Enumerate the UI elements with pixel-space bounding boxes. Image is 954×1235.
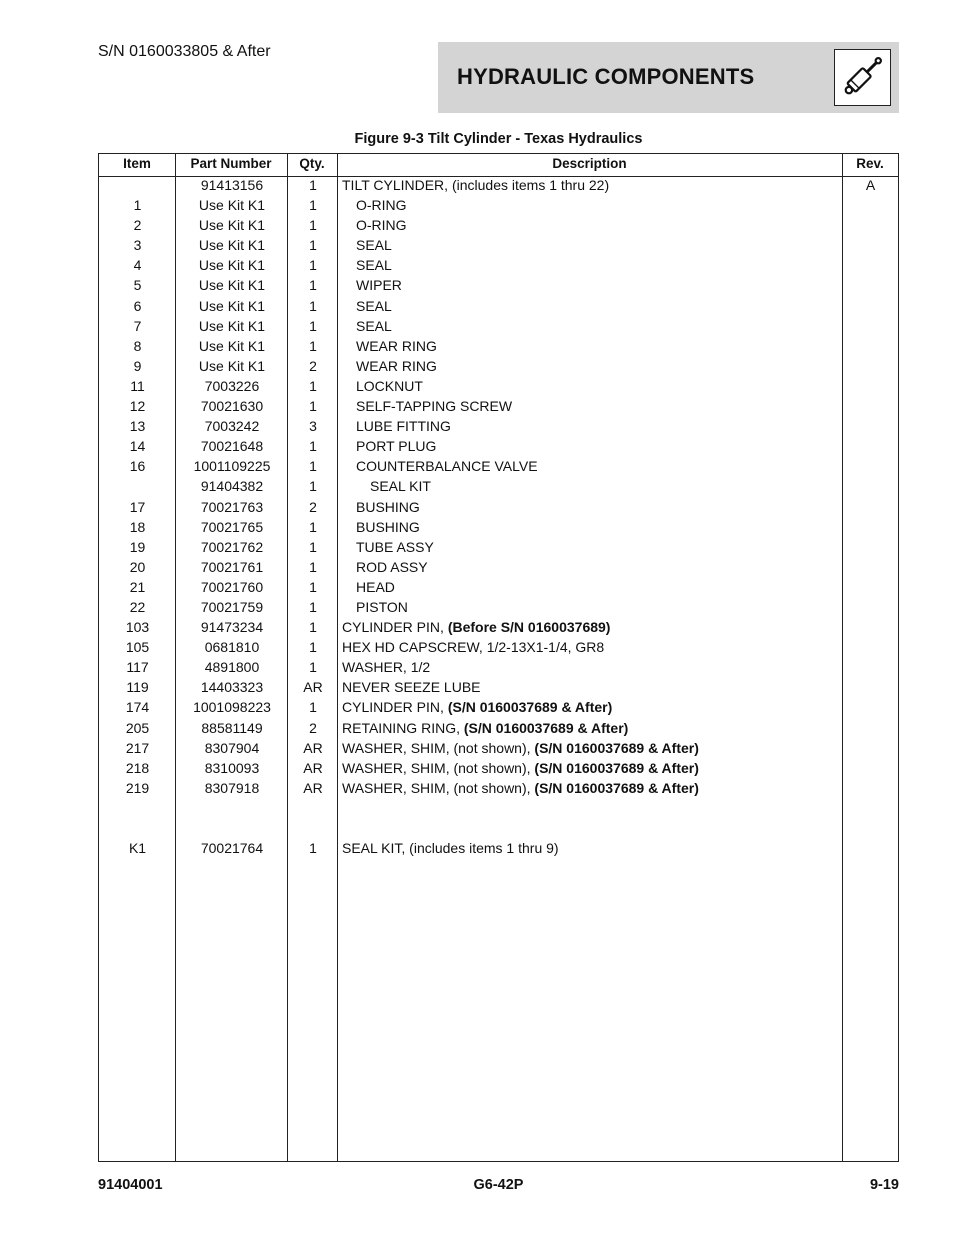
serial-qualifier: (Before S/N 0160037689) — [447, 619, 611, 636]
part-number-cell: Use Kit K1 — [198, 317, 266, 334]
table-row — [99, 656, 898, 676]
description-text: WASHER, SHIM, (not shown), — [342, 759, 535, 776]
rev-cell — [843, 254, 898, 274]
description-cell — [342, 435, 842, 455]
description-cell — [342, 315, 842, 335]
rev-cell — [843, 234, 898, 254]
qty-cell: 1 — [309, 398, 317, 415]
description-text: SEAL KIT, (includes items 1 thru 9) — [342, 840, 559, 857]
table-row — [99, 556, 898, 576]
table-row — [99, 757, 898, 777]
part-number-cell: Use Kit K1 — [198, 197, 266, 214]
qty-cell: 2 — [309, 719, 317, 736]
qty-cell: 3 — [309, 418, 317, 435]
part-number-cell — [176, 817, 288, 837]
rev-cell — [843, 435, 898, 455]
item-cell: 12 — [129, 398, 146, 415]
item-cell: 14 — [129, 438, 146, 455]
qty-cell: 1 — [309, 699, 317, 716]
table-row — [99, 777, 898, 797]
description-cell — [342, 274, 842, 294]
qty-cell: 1 — [309, 337, 317, 354]
description-cell — [342, 475, 842, 495]
part-number-cell: 14403323 — [200, 679, 264, 696]
description-text: SEAL — [356, 297, 392, 314]
description-cell — [342, 777, 842, 797]
part-number-cell: Use Kit K1 — [198, 297, 266, 314]
table-row — [99, 817, 898, 837]
rev-cell — [843, 696, 898, 716]
part-number-cell: 70021761 — [200, 558, 264, 575]
item-cell: 174 — [125, 699, 150, 716]
qty-cell: 2 — [309, 498, 317, 515]
part-number-cell: Use Kit K1 — [198, 217, 266, 234]
qty-cell: 1 — [309, 598, 317, 615]
description-cell — [342, 757, 842, 777]
table-row — [99, 576, 898, 596]
item-cell: 103 — [125, 619, 150, 636]
qty-cell: 1 — [309, 458, 317, 475]
qty-cell: 1 — [309, 177, 317, 193]
description-text: HEX HD CAPSCREW, 1/2-13X1-1/4, GR8 — [342, 639, 605, 656]
description-cell — [342, 375, 842, 395]
description-text: SEAL — [356, 257, 392, 274]
part-number-cell: Use Kit K1 — [198, 357, 266, 374]
item-cell: 219 — [125, 779, 150, 796]
description-text: WIPER — [356, 277, 402, 294]
part-number-cell: 8307918 — [204, 779, 260, 796]
description-cell — [342, 455, 842, 475]
description-cell — [342, 556, 842, 576]
description-text: WEAR RING — [356, 337, 437, 354]
description-text: RETAINING RING, — [342, 719, 464, 736]
part-number-cell: 70021762 — [200, 538, 264, 555]
table-row — [99, 234, 898, 254]
figure-title: Figure 9-3 Tilt Cylinder - Texas Hydraulics — [354, 131, 643, 147]
hydraulic-cylinder-icon — [834, 49, 891, 106]
description-text: SEAL — [356, 237, 392, 254]
description-text: BUSHING — [356, 498, 420, 515]
rev-cell — [843, 295, 898, 315]
rev-cell — [843, 214, 898, 234]
rev-cell — [843, 536, 898, 556]
part-number-cell: 8307904 — [204, 739, 260, 756]
qty-cell: 1 — [309, 297, 317, 314]
rev-cell — [843, 194, 898, 214]
rev-cell — [843, 315, 898, 335]
part-number-cell: Use Kit K1 — [198, 337, 266, 354]
description-cell — [342, 576, 842, 596]
part-number-cell: 1001109225 — [193, 458, 271, 475]
description-text: SEAL — [356, 317, 392, 334]
item-cell — [99, 797, 176, 817]
rev-cell — [843, 596, 898, 616]
part-number-cell: 4891800 — [204, 659, 260, 676]
part-number-cell: 70021630 — [200, 398, 264, 415]
description-text: WASHER, SHIM, (not shown), — [342, 739, 535, 756]
item-cell: 17 — [129, 498, 146, 515]
description-cell — [342, 355, 842, 375]
part-number-cell: 91404382 — [200, 478, 264, 495]
item-cell: 2 — [133, 217, 142, 234]
qty-cell: AR — [303, 739, 323, 756]
table-row — [99, 435, 898, 455]
description-cell — [342, 737, 842, 757]
column-header-qty: Qty. — [299, 156, 325, 171]
description-text: LUBE FITTING — [356, 418, 451, 435]
part-number-cell: 70021764 — [200, 840, 264, 857]
item-cell — [99, 174, 176, 194]
table-row — [99, 717, 898, 737]
part-number-cell: 91413156 — [200, 177, 264, 193]
item-cell: 4 — [133, 257, 142, 274]
column-header-part-number: Part Number — [190, 156, 272, 171]
part-number-cell: Use Kit K1 — [198, 257, 266, 274]
description-text: TUBE ASSY — [356, 538, 434, 555]
table-row — [99, 737, 898, 757]
table-row — [99, 415, 898, 435]
table-row — [99, 194, 898, 214]
part-number-cell: 70021648 — [200, 438, 264, 455]
qty-cell — [288, 797, 338, 817]
footer-model: G6-42P — [473, 1177, 524, 1193]
description-cell — [342, 797, 842, 817]
qty-cell: 1 — [309, 438, 317, 455]
rev-cell: A — [865, 177, 876, 193]
part-number-cell: 7003242 — [204, 418, 260, 435]
item-cell: 218 — [125, 759, 150, 776]
item-cell: K1 — [128, 840, 147, 857]
table-row — [99, 355, 898, 375]
item-cell: 22 — [129, 598, 146, 615]
footer-page-number: 9-19 — [869, 1177, 899, 1193]
table-row — [99, 797, 898, 817]
serial-qualifier: (S/N 0160037689 & After) — [534, 759, 699, 776]
table-row — [99, 295, 898, 315]
part-number-cell: 70021763 — [200, 498, 264, 515]
description-text: SELF-TAPPING SCREW — [356, 398, 513, 415]
item-cell: 13 — [129, 418, 146, 435]
description-cell — [342, 837, 842, 857]
part-number-cell: Use Kit K1 — [198, 277, 266, 294]
item-cell: 3 — [133, 237, 142, 254]
item-cell: 11 — [130, 377, 145, 394]
rev-cell — [843, 496, 898, 516]
description-cell — [342, 214, 842, 234]
qty-cell — [288, 817, 338, 837]
rev-cell — [843, 757, 898, 777]
part-number-cell: 70021760 — [200, 578, 264, 595]
rev-cell — [843, 616, 898, 636]
description-text: BUSHING — [356, 518, 420, 535]
table-row — [99, 696, 898, 716]
table-row — [99, 455, 898, 475]
parts-table — [98, 153, 899, 1162]
table-row — [99, 837, 898, 857]
description-text: WASHER, 1/2 — [342, 659, 431, 676]
description-cell — [342, 295, 842, 315]
description-cell — [342, 415, 842, 435]
rev-cell — [843, 395, 898, 415]
table-row — [99, 254, 898, 274]
qty-cell: AR — [303, 779, 323, 796]
rev-cell — [843, 375, 898, 395]
serial-qualifier: (S/N 0160037689 & After) — [534, 779, 699, 796]
item-cell: 117 — [126, 659, 149, 676]
rev-cell — [843, 556, 898, 576]
item-cell: 7 — [133, 317, 142, 334]
item-cell: 119 — [126, 679, 149, 696]
section-banner — [438, 42, 899, 113]
column-header-rev: Rev. — [856, 156, 884, 171]
table-row — [99, 375, 898, 395]
rev-cell — [843, 335, 898, 355]
table-row — [99, 616, 898, 636]
part-number-cell: 70021765 — [200, 518, 264, 535]
part-number-cell: 8310093 — [204, 759, 260, 776]
serial-qualifier: (S/N 0160037689 & After) — [463, 719, 629, 736]
rev-cell — [843, 415, 898, 435]
rev-cell — [843, 656, 898, 676]
description-cell — [342, 536, 842, 556]
qty-cell: 1 — [309, 217, 317, 234]
qty-cell: 1 — [309, 197, 317, 214]
qty-cell: 1 — [309, 377, 317, 394]
table-row — [99, 536, 898, 556]
rev-cell — [843, 475, 898, 495]
qty-cell: AR — [303, 679, 323, 696]
description-text: WASHER, SHIM, (not shown), — [342, 779, 535, 796]
rev-cell — [843, 817, 898, 837]
qty-cell: AR — [303, 759, 323, 776]
qty-cell: 1 — [309, 578, 317, 595]
description-text: NEVER SEEZE LUBE — [342, 679, 481, 696]
item-cell: 19 — [129, 538, 146, 555]
item-cell — [99, 475, 176, 495]
description-cell — [342, 335, 842, 355]
part-number-cell: 91473234 — [200, 619, 264, 636]
qty-cell: 1 — [309, 317, 317, 334]
item-cell: 6 — [133, 297, 142, 314]
qty-cell: 1 — [309, 277, 317, 294]
description-text: O-RING — [356, 217, 407, 234]
description-text: PISTON — [356, 598, 408, 615]
part-number-cell: 1001098223 — [193, 699, 271, 716]
rev-cell — [843, 717, 898, 737]
item-cell: 1 — [133, 197, 142, 214]
table-row — [99, 475, 898, 495]
description-cell — [342, 717, 842, 737]
description-text: LOCKNUT — [356, 377, 423, 394]
description-text: O-RING — [356, 197, 407, 214]
item-cell: 18 — [129, 518, 146, 535]
footer-document-number: 91404001 — [98, 1177, 163, 1193]
rev-cell — [843, 676, 898, 696]
qty-cell: 2 — [309, 357, 317, 374]
parts-rows — [99, 174, 898, 857]
rev-cell — [843, 737, 898, 757]
item-cell: 16 — [129, 458, 146, 475]
rev-cell — [843, 636, 898, 656]
description-cell — [342, 516, 842, 536]
part-number-cell: 70021759 — [200, 598, 264, 615]
item-cell: 217 — [125, 739, 150, 756]
description-cell — [342, 194, 842, 214]
table-row — [99, 335, 898, 355]
rev-cell — [843, 516, 898, 536]
item-cell: 5 — [133, 277, 142, 294]
rev-cell — [843, 777, 898, 797]
table-row — [99, 174, 898, 194]
serial-number-range: S/N 0160033805 & After — [98, 43, 271, 60]
rev-cell — [843, 455, 898, 475]
item-cell — [99, 817, 176, 837]
description-cell — [342, 496, 842, 516]
description-cell — [342, 817, 842, 837]
table-row — [99, 516, 898, 536]
rev-cell — [843, 576, 898, 596]
table-row — [99, 676, 898, 696]
description-cell — [342, 596, 842, 616]
qty-cell: 1 — [309, 478, 317, 495]
item-cell: 20 — [129, 558, 146, 575]
table-row — [99, 315, 898, 335]
table-row — [99, 214, 898, 234]
part-number-cell — [176, 797, 288, 817]
item-cell: 105 — [125, 639, 150, 656]
rev-cell — [843, 837, 898, 857]
item-cell: 9 — [133, 357, 142, 374]
table-row — [99, 395, 898, 415]
description-text: CYLINDER PIN, — [342, 619, 448, 636]
item-cell: 21 — [129, 578, 146, 595]
qty-cell: 1 — [309, 257, 317, 274]
table-row — [99, 636, 898, 656]
rev-cell — [843, 274, 898, 294]
qty-cell: 1 — [309, 659, 317, 676]
qty-cell: 1 — [309, 558, 317, 575]
serial-qualifier: (S/N 0160037689 & After) — [534, 739, 699, 756]
qty-cell: 1 — [309, 639, 317, 656]
qty-cell: 1 — [309, 840, 317, 857]
description-text: HEAD — [356, 578, 395, 595]
description-text: SEAL KIT — [370, 478, 431, 495]
description-text: COUNTERBALANCE VALVE — [356, 458, 538, 475]
description-text: TILT CYLINDER, (includes items 1 thru 22) — [342, 177, 610, 193]
description-cell — [342, 636, 842, 656]
part-number-cell: Use Kit K1 — [198, 237, 266, 254]
table-row — [99, 596, 898, 616]
item-cell: 8 — [133, 337, 142, 354]
part-number-cell: 88581149 — [201, 719, 263, 736]
qty-cell: 1 — [309, 518, 317, 535]
description-cell — [342, 234, 842, 254]
part-number-cell: 0681810 — [204, 639, 260, 656]
item-cell: 205 — [125, 719, 150, 736]
description-text: ROD ASSY — [356, 558, 428, 575]
qty-cell: 1 — [309, 538, 317, 555]
description-cell — [342, 656, 842, 676]
description-cell — [342, 395, 842, 415]
description-text: WEAR RING — [356, 357, 437, 374]
qty-cell: 1 — [309, 619, 317, 636]
qty-cell: 1 — [309, 237, 317, 254]
description-text: PORT PLUG — [356, 438, 437, 455]
serial-qualifier: (S/N 0160037689 & After) — [447, 699, 613, 716]
description-cell — [342, 174, 842, 194]
table-row — [99, 274, 898, 294]
description-cell — [342, 254, 842, 274]
section-title: HYDRAULIC COMPONENTS — [457, 64, 755, 89]
table-row — [99, 496, 898, 516]
description-cell — [342, 616, 842, 636]
description-text: CYLINDER PIN, — [342, 699, 448, 716]
description-cell — [342, 696, 842, 716]
column-header-item: Item — [123, 156, 151, 171]
description-cell — [342, 676, 842, 696]
column-header-description: Description — [552, 156, 627, 171]
rev-cell — [843, 797, 898, 817]
part-number-cell: 7003226 — [204, 377, 260, 394]
rev-cell — [843, 355, 898, 375]
